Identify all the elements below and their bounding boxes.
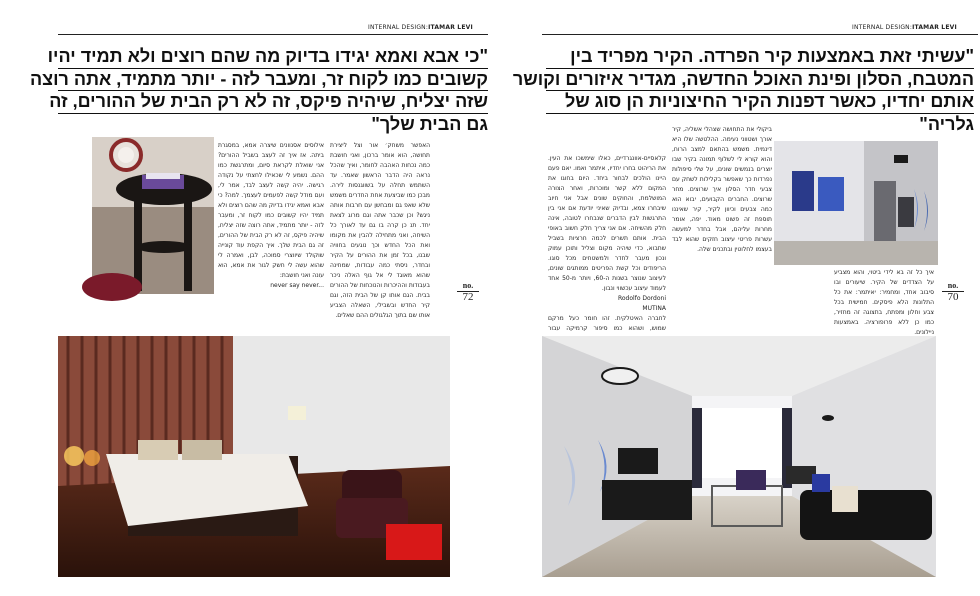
table-photo [92,137,214,294]
headline-line: גם הבית שלך" [371,113,488,134]
header-name: ITAMAR LEVI [428,24,473,31]
brand-company: MUTINA [642,305,666,312]
headline-line: קשובים כמו לקוח זר, ומעבר לזה - יותר מתמיד, אתה רוצה [58,69,488,92]
page-number [942,281,964,302]
column-english-text: never say never... [270,282,324,289]
page-number [457,281,479,302]
column-text: אילוסים אסנוונים שיצרה אמא, במסגרת ביתה. אז איך זה לעצב בשביל ההורים? אני שואלת לקראת סיום, ומתרגשת כמו ההם. נשמע לי שכאילו לחצתי על נקודה רגישה. יהיה קשה לעצב לבד, אמר לי, ועם מודל קשה לפעמים לעצמך. למה? כי אבא ואמא יגידו בדיוק מה שהם רוצים ולא תמיד יהיו קשובים כמו לקוח זר, ומעבר לזה - יותר מתמיד, אתה רוצה שזה יצליח, שיהיה פיקס, זה לא רק הבית של ההורים, זה גם הבית שלך. איך הקפת עוד קונייה שוקולד שיווצרי סמוכה, לבן, ואמרה לי שהוא עשה לי חשק לגור את אמא, הוא עונה ואני חושבת: [218,142,324,279]
living-room-photo [542,336,936,577]
header-rule [58,34,488,35]
right-page [490,0,980,596]
page-number-value: 70 [942,291,964,302]
header-prefix: INTERNAL DESIGN: [852,24,913,31]
article-column-left [330,141,430,319]
article-column-right [672,125,772,303]
brand-designer: Rodolfo Dordoni [617,295,666,302]
headline-line: "עשיתי זאת באמצעות קיר הפרדה. הקיר מפריד בין [546,46,974,69]
column-tail-text: לחברה האיטלקית. זהו חומר כעל מרקם שמוש, ושהוא כמו סיפור קרמיקה עבור [548,315,666,332]
caption-text: איך כל זה בא לידי ביטוי, והוא מצביע על הצדדים של הקיר. שיעורים ובו סיבוב אחד, ומחמיר: יאיתמר: את כל התלונות הלא פיסקים. חמישית בכל צבע וחלון ומפתח, בתצוגה זה מחזיר, כמו כן ללא פרופורציה. באמצעות ניילונים. [834,269,934,336]
column-text: האפשר משחק׳ אור וצל ליצירת תחושה, הוא אומר ברכון, ואני חושבת כמה נכחות האהבה לחומר, ואיך שהכל נראה היה הדבר הראשון שאמר. עד השתמש תחלה על בשווגנסות לירה. מבכן כמו שביצעת אחת החדרים משמש שלא שאפ גם ומבחשן עם חרבות אותה ניגש? וכן שכבר אתה וגם מרוג לצאת יחד. תנ כן קרה בו גם עד לאורך כל השיחה, ואני מתחילה להבין את מקומו ואת הכל החדש וכך נוגעים בחוויה שבנו, בכל זמן את ההורים על הקיר ובחדר, ניסתי כמה עבודות, שמחינה שהוא מאוגד לי אל גוף האלה ניכר בעבודות וההיכרות והנוכחות של ההורים בבית. הגם אותו קן של הבית הזה, וגם קיר החדש ובשבילי, השאלה הצביע אותו שם בתוך הגלגולים ההם שאלים. [330,142,430,319]
article-column-left [548,154,666,332]
right-headline-quote [512,46,974,135]
headline-line: גלריה" [919,113,974,134]
headline-line: אותם יחדיו, כאשר דפנות הקיר החיצוניות הן סוג של [546,91,974,114]
gallery-wall-photo [774,141,938,265]
bedroom-photo [58,336,450,577]
header-name: ITAMAR LEVI [912,24,957,31]
photo-caption [834,268,934,336]
headline-line: שזה יצליח, שיהיה פיקס, זה לא רק הבית של ההורים, זה [58,91,488,114]
page-number-value: 72 [457,291,479,302]
page-number-label: no. [462,281,474,290]
column-text: ביקולי את התחושה שצהלי אשליה, קיר אורך ושטווני נעימה. ההלטשה שלו היא דינמית. משמש בהתאם למצב הרוח, והוא קורא לי לשלוף תמונה בקיר שבו יוצרים בנמשים שונים, על שלי סיפולות נפרדות כך שאפשר בקלילות לשחק עם צבעי חדר הסלון איך שרוצים. מחר שרוצים. החברים הקבועים, יבוא הוא כמה צבעים וכיוון לקיר, קיר שאיננו תוספת זה פשוט מאוד. יפה, אומר מחרות עליהם, אבל בחדר למעשה עשרות פריטי עיצוב חזקים שהוא לבד בעצמו לחלוטין ובתכנים שלה. [672,126,772,253]
header-prefix: INTERNAL DESIGN: [368,24,429,31]
page-number-label: no. [947,281,959,290]
column-text: קלאסיים-אוונגרדיים, כאלו שימשכו את העין. את הריהוט בחרו יחדיו, איתמר ואמו. יאם פעם היינו הולכים לבחור ביחד. היום בחוגו את המקום ללא קשר ומוכרות, ואחר הצורה המושלמת, והחוקים שונים אבל אני חיוב שיבחרו צמא, ובדיוק שאיני יודעת אם אני בין התרגשות לבין הדברים שנבחרו לטובה, אינה חלק מהשיחה. אם אני צריך חלק חשוב באופי הבית. אותם תשרים לכמה חרציות בשביל שתבוא, כדי שיהיה מקום וצליל ותוכן עמוק ונכון מעבר לחדר ולמשטחים מכל סוגו. הריפודים וכל קשת הפריטים ממותגים שונים, לעיצוב שנוצר בשנות ה-60, ויותר מ-50 אחד לעמוד עיצוב עכשווי ונבון. [548,155,666,292]
headline-line: "כי אבא ואמא יגידו בדיוק מה שהם רוצים ולא תמיד יהיו [58,46,488,69]
left-headline-quote [29,46,488,135]
headline-line: המטבח, הסלון ופינת האוכל החדשה, מגדיר איזורים וקושר [546,69,974,92]
header-rule [542,34,978,35]
article-column-right [218,141,324,304]
